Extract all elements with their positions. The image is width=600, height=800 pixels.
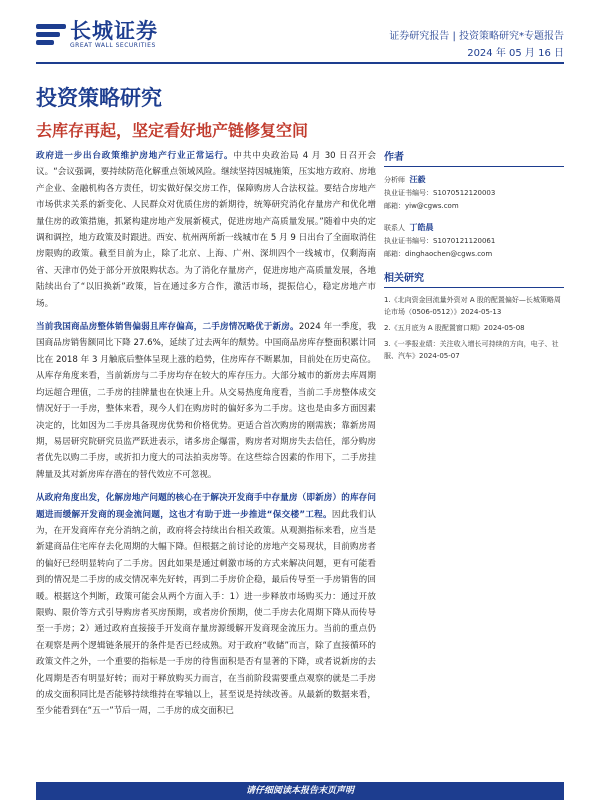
paragraph-body: 2024 年一季度，我国商品房销售额同比下降 27.6%，延续了过去两年的颓势。中国商品房库存整面积累计同比在 2018 年 3 月触底后整体呈现上涨的趋势，住房库存不断累加，目前处在历史高位。从库存角度来看，当前新房与二手房均存在较大的库存压力。大部分城市的新房去库周期均远超合理值，二手房的挂牌量也在快速上升。从交易热度角度看，当前二手房整体成交情况好于一手房，整体来看，现今人们在购房时的偏好多为二手房。这也是由多方面因素决定的，比如因为二手房具备现房优势和价格优势。更适合首次购房的刚需族；靠新房周期，易居研究院研究员监严跃进表示，诸多房企爆雷，购房者对期房失去信任，部分购房者优先以购二手房，或折扣力度大的司法拍卖房等。在这些综合因素的作用下，二手房挂牌量及其对新房库存潜在的替代效应不可忽视。 bbox=[36, 322, 376, 480]
analyst-label: 分析师 bbox=[384, 176, 405, 184]
paragraph-body: 因此我们认为，在开发商库存充分消纳之前，政府将会持续出台相关政策。从观测指标来看，应当是新建商品住宅库存去化周期的大幅下降。但根据之前讨论的房地产交易现状，目前购房者的偏好已经明显转向了二手房。因此如果是通过刺激市场的方式来解决问题，更有可能看到的情况是二手房的成交情况率先好转，再到二手房价企稳，最后传导至一手房销售的回暖。根据这个判断，政策可能会从两个方面入手：1）进一步释放市场购买力：通过开放限购、限价等方式引导购房者买房预期，或者房价预期，使二手房去化周期下降从而传导至一手房；2）通过政府直接接手开发商存量房源缓解开发商现金流压力。当前的重点仍在观察是两个逻辑链条展开的条件是否已经成熟。对于政府“收储”而言，除了直接循环的政策文件之外，一个重要的指标是一手房的待售面积是否有显著的下降，或者说新房的去化周期是否有明显好转；而对于释放购买力而言，在当前阶段需要重点观察的就是二手房的成交面积同比是否能够持续维持在零轴以上，甚至说是持续改善。从最新的数据来看，至少能看到在“五一”节后一周，二手房的成交面积已 bbox=[36, 509, 376, 717]
paragraph bbox=[36, 148, 376, 312]
contact-label: 联系人 bbox=[384, 224, 405, 232]
related-item[interactable]: 2.《五月底为 A 股配置窗口期》2024-05-08 bbox=[384, 324, 525, 332]
section-title: 投资策略研究 bbox=[36, 85, 162, 110]
paragraph-lead: 当前我国商品房整体销售偏弱且库存偏高，二手房情况略优于新房。 bbox=[36, 322, 299, 333]
paragraph-lead: 从政府角度出发，化解房地产问题的核心在于解决开发商手中存量房（即新房）的库存问题进而缓解开发商的现金流问题，这也才有助于进一步推进“保交楼”工程。 bbox=[36, 493, 376, 520]
related-item[interactable]: 1.《北向资金回流量外资对 A 股的配置偏好—长城策略周论市场（0506-0512）》2024-05-13 bbox=[384, 296, 561, 316]
paragraph-body: 中共中央政治局 4 月 30 日召开会议。“会议强调，要持续防范化解重点领域风险。继续坚持因城施策，压实地方政府、房地产企业、金融机构各方责任，切实做好保交房工作，保障购房人合法权益。要结合房地产市场供求关系的新变化、人民群众对优质住房的新期待，统筹研究消化存量房产和优化增量住房的政策措施，抓紧构建房地产发展新模式，促进房地产高质量发展。”随着中央的定调和调控，地方政策及时跟进。西安、杭州两所新一线城市在 5 月 9 日出台了全面取消住房限购的政策。截至目前为止，除了北京、上海、广州、深圳四个一线城市，仅剩海南省、天津市仍处于部分开放限购状态。为了消化存量房产，促进房地产高质量发展，各地陆续出台了“以旧换新”政策，旨在通过多方合作，激活市场，提振信心，稳定房地产市场。 bbox=[36, 151, 376, 309]
header-meta bbox=[389, 28, 564, 62]
analyst-email: 邮箱：yiw@cgws.com bbox=[384, 202, 459, 210]
report-date: 2024 年 05 月 16 日 bbox=[467, 48, 564, 59]
body-text bbox=[36, 148, 376, 727]
related-heading: 相关研究 bbox=[384, 269, 564, 288]
contact-cert: 执业证书编号：S1070121120061 bbox=[384, 237, 496, 245]
footer-disclaimer: 请仔细阅读本报告末页声明 bbox=[36, 782, 564, 800]
analyst-row bbox=[384, 173, 564, 187]
company-logo bbox=[36, 20, 158, 49]
related-item[interactable]: 3.《一季报业绩：关注收入增长可持续的方向，电子、社服、汽车》2024-05-07 bbox=[384, 340, 559, 360]
header-divider bbox=[36, 62, 564, 64]
contact-name: 丁皓晨 bbox=[409, 223, 434, 232]
analyst-cert: 执业证书编号：S1070512120003 bbox=[384, 189, 496, 197]
logo-text-en: GREAT WALL SECURITIES bbox=[70, 42, 156, 49]
page-title: 去库存再起，坚定看好地产链修复空间 bbox=[36, 121, 309, 140]
paragraph bbox=[36, 319, 376, 483]
contact-row bbox=[384, 221, 564, 235]
contact-email: 邮箱：dinghaochen@cgws.com bbox=[384, 250, 493, 258]
logo-text: 长城证券 bbox=[70, 18, 158, 43]
sidebar bbox=[384, 148, 564, 366]
paragraph-lead: 政府进一步出台政策维护房地产行业正常运行。 bbox=[36, 151, 234, 161]
author-heading: 作者 bbox=[384, 148, 564, 167]
report-type: 证券研究报告 | 投资策略研究*专题报告 bbox=[389, 31, 564, 42]
paragraph bbox=[36, 490, 376, 720]
logo-icon bbox=[36, 24, 66, 46]
analyst-name: 汪毅 bbox=[409, 175, 426, 184]
